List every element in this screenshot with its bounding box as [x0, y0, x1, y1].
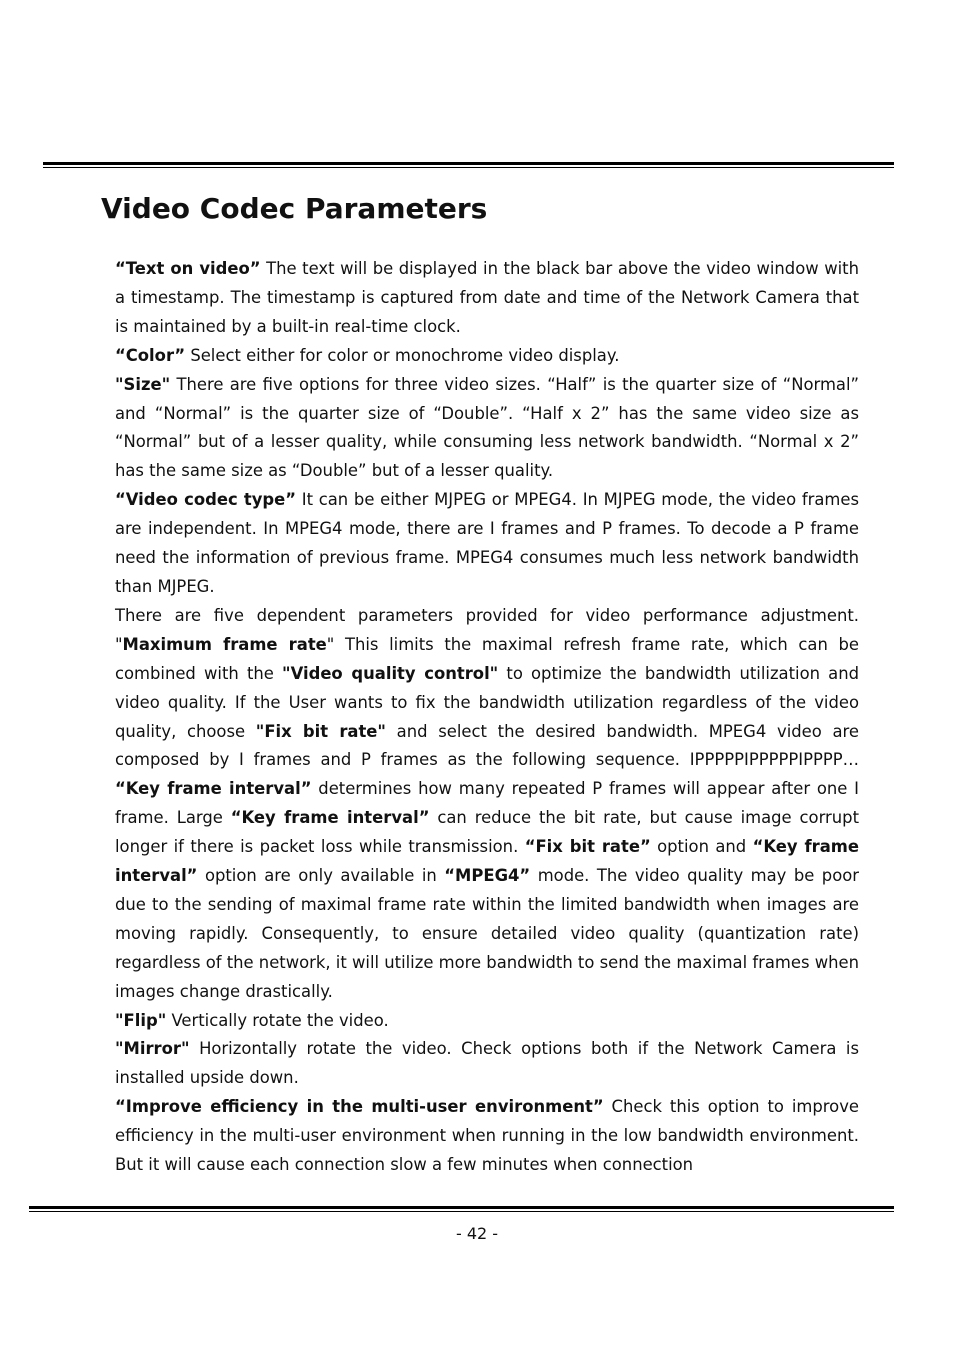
- term: “Improve efficiency in the multi-user environment”: [115, 1097, 604, 1117]
- description: There are five dependent parameters provided for video performance adjustment. ": [115, 605, 859, 654]
- term: “Key frame interval”: [115, 779, 312, 799]
- description: Vertically rotate the video.: [166, 1010, 389, 1030]
- body-text: [115, 255, 859, 1180]
- description: to optimize the bandwidth utilization and video quality. If the User wants to fix the bandwidth utilization regardless of the video quality, choose: [115, 663, 859, 741]
- description: Check this option to improve efficiency in the multi-user environment when running in the low bandwidth environment. But it will cause each connection slow a few minutes when connection: [115, 1097, 859, 1175]
- paragraph-mirror: [115, 1035, 859, 1093]
- paragraph-video-codec-type: [115, 486, 859, 602]
- paragraph-color: [115, 342, 859, 371]
- description: option and: [650, 837, 753, 857]
- term: "Video quality control": [282, 663, 499, 683]
- description: Horizontally rotate the video. Check options both if the Network Camera is installed upside down.: [115, 1039, 859, 1088]
- description: can reduce the bit rate, but cause image corrupt longer if there is packet loss while transmission.: [115, 808, 859, 857]
- term: “Fix bit rate”: [524, 837, 651, 857]
- term: "Mirror": [115, 1039, 190, 1059]
- term: Maximum frame rate: [122, 634, 327, 654]
- description: The text will be displayed in the black bar above the video window with a timestamp. The timestamp is captured from date and time of the Network Camera that is maintained by a built-in real-time clock.: [115, 259, 859, 336]
- paragraph-improve-efficiency: [115, 1093, 859, 1180]
- header-rule: [43, 162, 894, 168]
- description: It can be either MJPEG or MPEG4. In MJPEG mode, the video frames are independent. In MPEG4 mode, there are I frames and P frames. To decode a P frame need the information of previous frame. MPEG4 consumes much less network bandwidth than MJPEG.: [115, 490, 859, 596]
- term: “Key frame interval”: [230, 808, 430, 828]
- term: “MPEG4”: [444, 866, 531, 886]
- paragraph-size: [115, 371, 859, 487]
- description: mode. The video quality may be poor due to the sending of maximal frame rate within the limited bandwidth when images are moving rapidly. Consequently, to ensure detailed video quality (quantization rate) regardless of the network, it will utilize more bandwidth to send the maximal frames when images change drastically.: [115, 866, 859, 1001]
- footer-rule: [29, 1206, 894, 1212]
- term: "Flip": [115, 1010, 167, 1030]
- term: “Video codec type”: [115, 490, 297, 510]
- term: “Text on video”: [115, 259, 261, 278]
- term: "Fix bit rate": [255, 721, 386, 741]
- description: There are five options for three video sizes. “Half” is the quarter size of “Normal” and “Normal” is the quarter size of “Double”. “Half x 2” has the same video size as “Normal” but of a lesser quality, while consuming less network bandwidth. “Normal x 2” has the same size as “Double” but of a lesser quality.: [115, 374, 859, 481]
- paragraph-text-on-video: [115, 255, 859, 342]
- description: Select either for color or monochrome video display.: [185, 345, 620, 365]
- paragraph-flip: [115, 1007, 859, 1036]
- page-number: - 42 -: [455, 1224, 499, 1243]
- term: “Color”: [115, 345, 186, 365]
- description: option are only available in: [197, 866, 445, 886]
- description: determines how many repeated P frames will appear after one I frame. Large: [115, 779, 859, 828]
- description: " This limits the maximal refresh frame rate, which can be combined with the: [115, 634, 859, 683]
- page-title: Video Codec Parameters: [101, 192, 488, 225]
- term: "Size": [115, 374, 171, 394]
- term: “Key frame interval”: [115, 837, 859, 886]
- description: and select the desired bandwidth. MPEG4 video are composed by I frames and P frames as the following sequence. IPPPPPIPPPPPIPPPP…: [115, 721, 859, 770]
- paragraph-performance: [115, 602, 859, 1007]
